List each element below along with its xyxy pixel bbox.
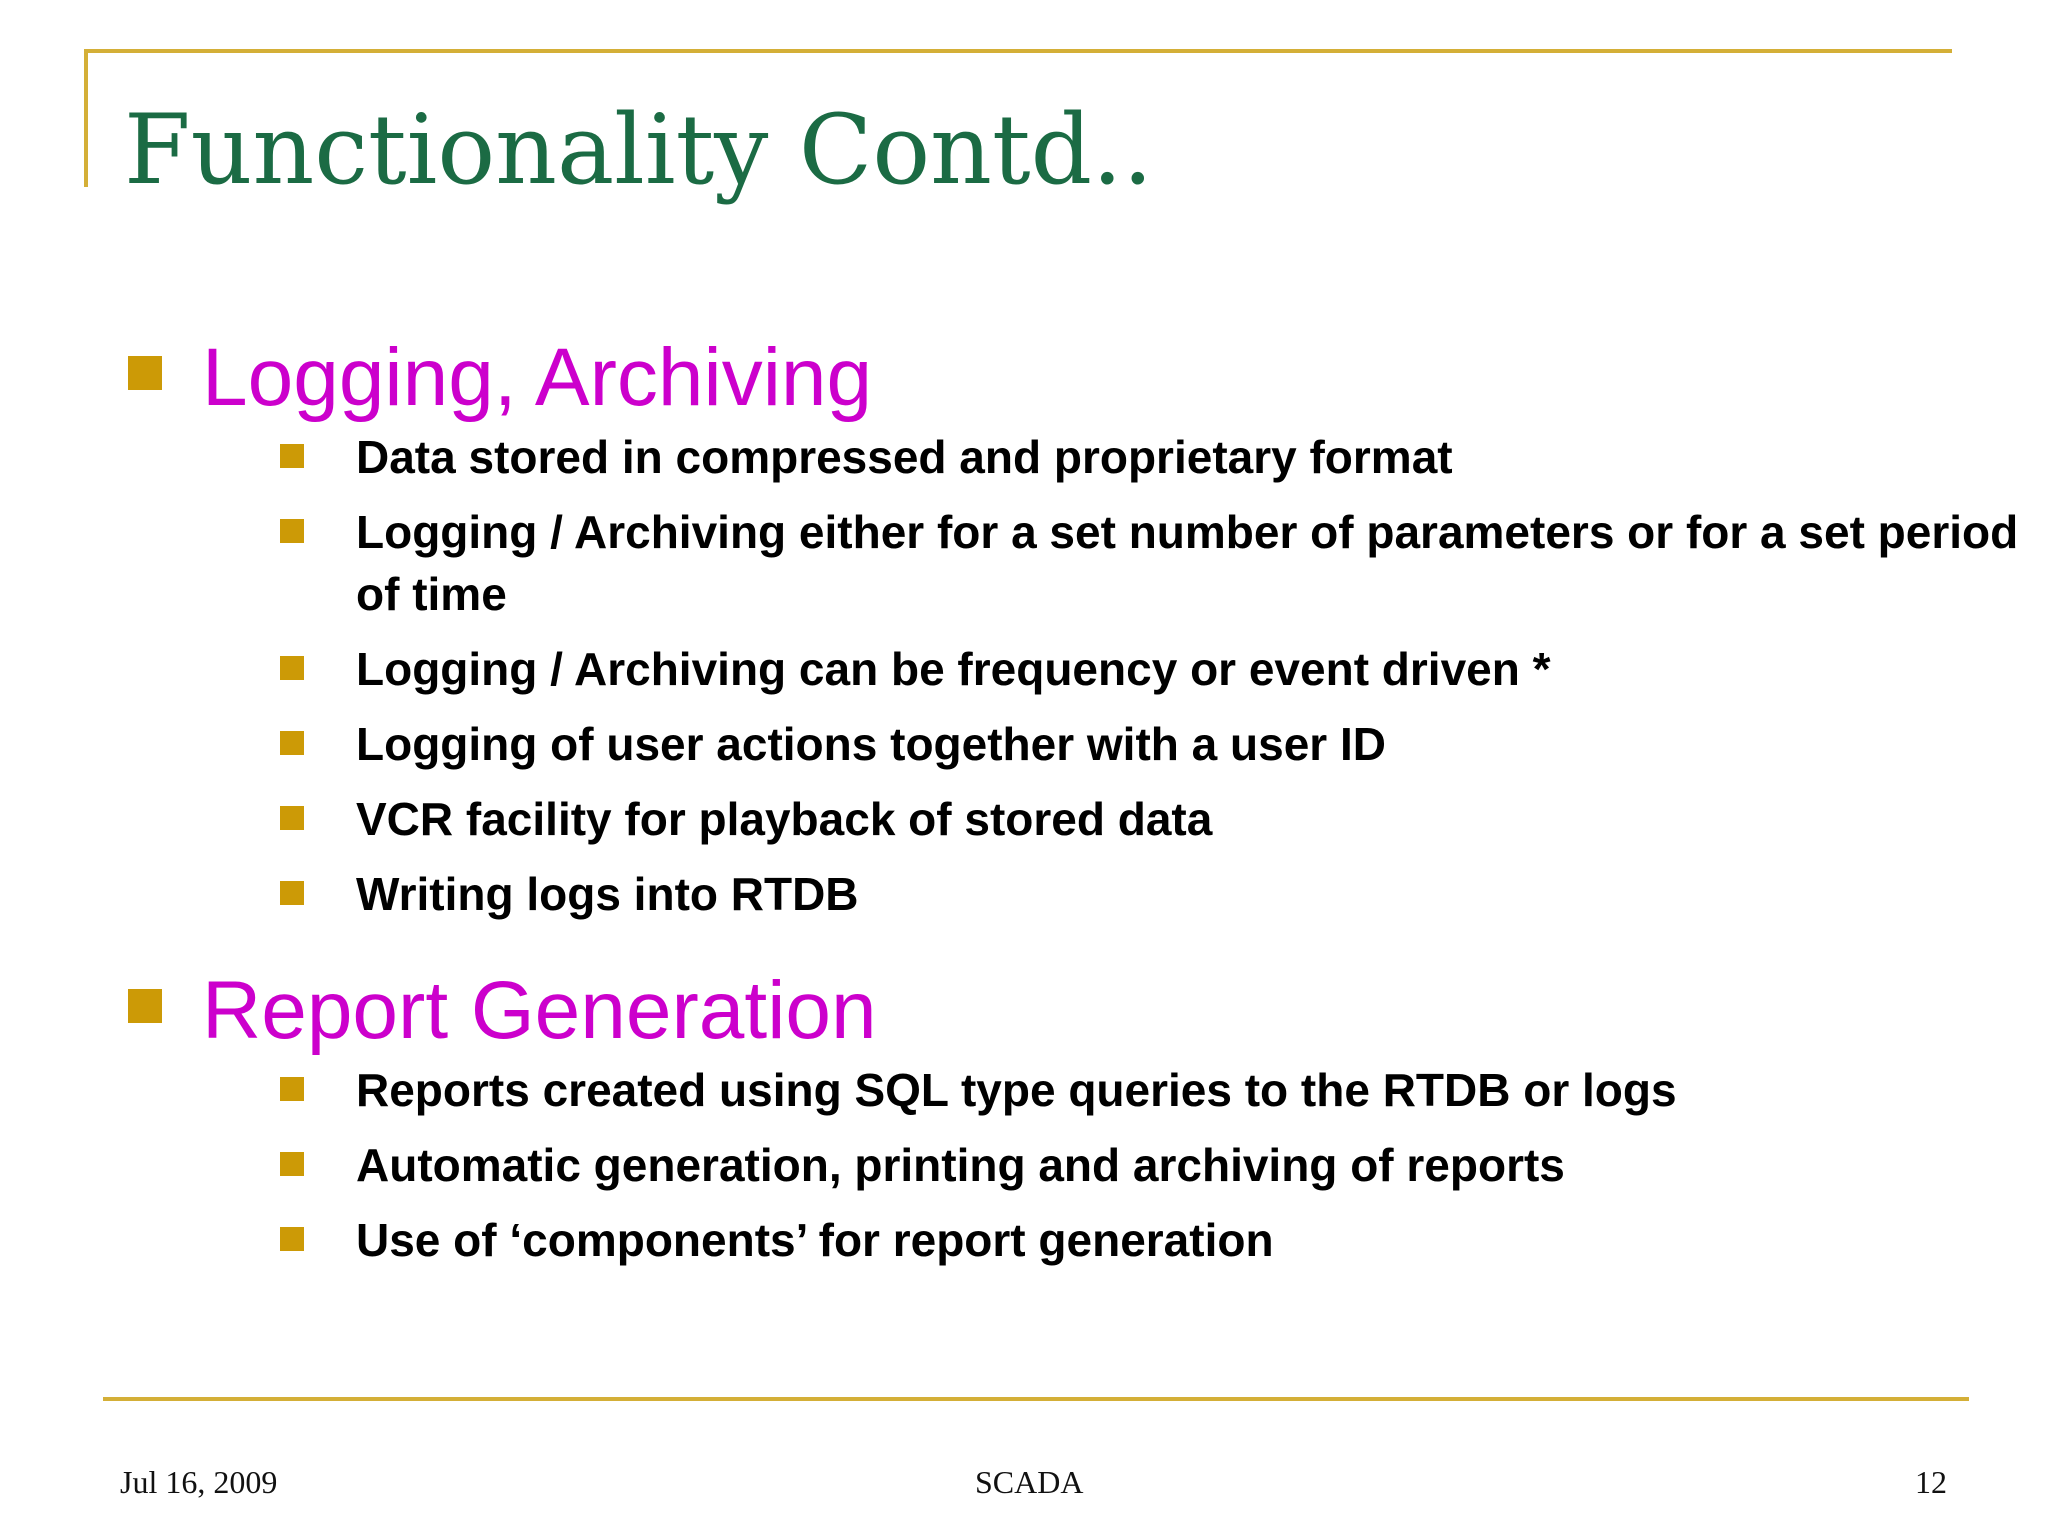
square-bullet-icon [280,1227,304,1251]
section-heading-row [126,330,1946,426]
list-item [126,713,2048,775]
square-bullet-icon [280,1077,304,1101]
list-item [126,1209,2048,1271]
bullet-list [126,426,2019,925]
list-item-text: Reports created using SQL type queries to the RTDB or logs [356,1064,1677,1116]
square-bullet-icon [280,806,304,830]
bullet-list [126,1059,1946,1271]
list-item [126,1059,2048,1121]
section-logging-archiving [126,330,2019,938]
list-item [126,788,2048,850]
square-bullet-icon [128,356,162,390]
section-heading: Logging, Archiving [202,332,873,423]
section-heading: Report Generation [202,965,877,1056]
footer-date: Jul 16, 2009 [120,1464,278,1500]
list-item [126,426,2048,488]
square-bullet-icon [280,656,304,680]
square-bullet-icon [280,881,304,905]
page-number: 12 [1915,1464,1947,1500]
list-item [126,863,2048,925]
section-report-generation [126,963,1946,1284]
list-item-text: Logging / Archiving either for a set number of parameters or for a set period of time [356,506,2019,620]
list-item-text: Logging / Archiving can be frequency or event driven * [356,643,1551,695]
square-bullet-icon [280,731,304,755]
list-item-text: Use of ‘components’ for report generation [356,1214,1274,1266]
slide-title: Functionality Contd.. [124,94,1154,206]
list-item-text: Data stored in compressed and proprietary format [356,431,1453,483]
list-item-text: Logging of user actions together with a user ID [356,718,1386,770]
square-bullet-icon [280,1152,304,1176]
list-item-text: Automatic generation, printing and archiving of reports [356,1139,1565,1191]
list-item [126,501,2048,625]
frame-bottom-line [103,1397,1969,1401]
list-item [126,1134,2048,1196]
square-bullet-icon [128,989,162,1023]
list-item-text: VCR facility for playback of stored data [356,793,1213,845]
section-heading-row [126,963,1946,1059]
square-bullet-icon [280,519,304,543]
list-item-text: Writing logs into RTDB [356,868,859,920]
list-item [126,638,2048,700]
square-bullet-icon [280,444,304,468]
footer-title: SCADA [975,1464,1084,1500]
